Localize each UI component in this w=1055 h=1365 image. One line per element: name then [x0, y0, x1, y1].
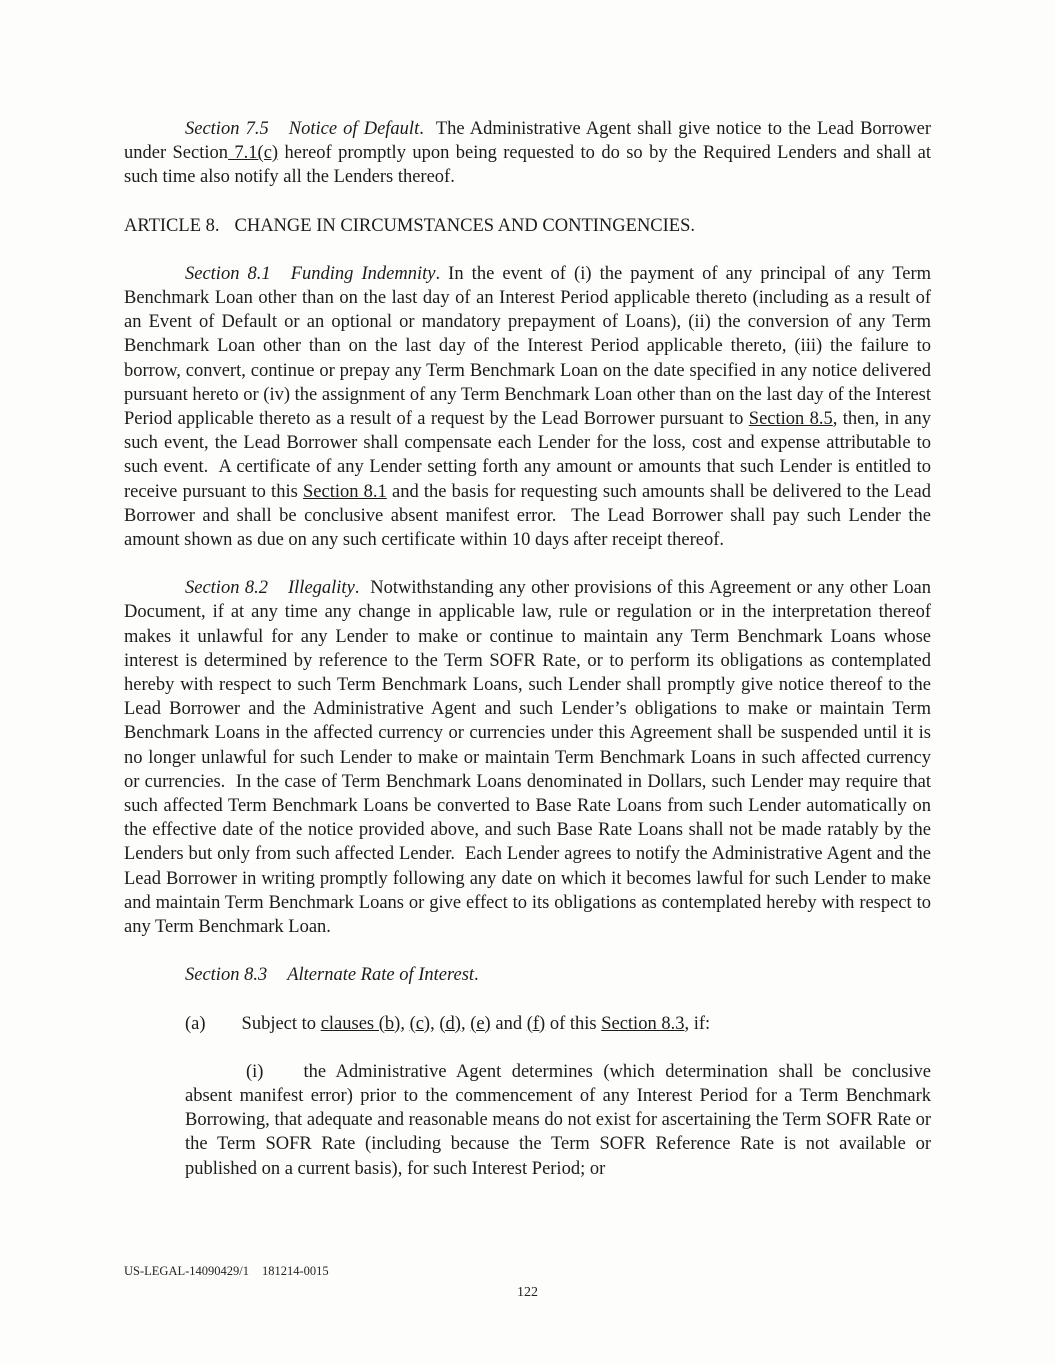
cross-reference-7-1c: 7.1(c)	[228, 143, 279, 164]
cross-reference-clause-c: (c)	[409, 1013, 431, 1034]
section-7-5-label: Section 7.5	[185, 119, 269, 139]
section-8-1-label: Section 8.1	[185, 263, 271, 284]
body-text: . In the event of (i) the payment of any principal of any Term Benchmark Loan other than on the last day of an Interest Period applicable thereto (including as a result of an Event of Default or an optional or mandatory prepayment of Loans), (ii) the conversion of any Term Benchmark Loan other than on the last day of the Interest Period applicable thereto, (iii) the failure to borrow, convert, continue or prepay any Term Benchmark Loan on the date specified in any notice delivered pursuant hereto or (iv) the assignment of any Term Benchmark Loan other than on the last day of the Interest Period applicable thereto as a result of a request by the Lead Borrower pursuant to	[124, 263, 936, 430]
section-8-3-label: Section 8.3	[185, 965, 268, 986]
body-text: . Notwithstanding any other provisions of this Agreement or any other Loan Document, if at any time any change in applicable law, rule or regulation or in the interpretation thereof makes it unlawful for any Lender to make or continue to maintain any Term Benchmark Loans whose interest is determined by reference to the Term SOFR Rate, or to perform its obligations as contemplated hereby with respect to such Term Benchmark Loans, such Lender shall promptly give notice thereof to the Lead Borrower and the Administrative Agent and such Lender’s obligations to make or maintain Term Benchmark Loans in the affected currency or currencies under this Agreement shall be suspended until it is no longer unlawful for such Lender to make or maintain Term Benchmark Loans in such affected currency or currencies. In the case of Term Benchmark Loans denominated in Dollars, such Lender may require that such affected Term Benchmark Loans be converted to Base Rate Loans from such Lender automatically on the effective date of the notice provided above, and such Base Rate Loans shall not be made ratably by the Lenders but only from such affected Lender. Each Lender agrees to notify the Administrative Agent and the Lead Borrower in writing promptly following any date on which it becomes lawful for such Lender to make and maintain Term Benchmark Loans or give effect to its obligations as contemplated hereby with respect to any Term Benchmark Loan.	[124, 578, 936, 938]
body-text: and the basis for requesting such amounts shall be delivered to the Lead Borrower and shall be conclusive absent manifest error. The Lead Borrower shall pay such Lender the amount shown as due on any such certificate within 10 days after receipt thereof.	[124, 481, 936, 551]
article-8-label: ARTICLE 8.	[124, 215, 220, 236]
document-ref-number: 181214-0015	[262, 1264, 329, 1278]
document-id-footer	[124, 1264, 329, 1279]
section-8-1-paragraph	[124, 262, 936, 552]
document-id: US-LEGAL-14090429/1	[124, 1264, 249, 1278]
section-8-2-paragraph	[124, 576, 936, 939]
cross-reference-clause-d: (d)	[439, 1013, 461, 1034]
body-text: , if:	[684, 1013, 711, 1034]
page-number: 122	[517, 1285, 538, 1300]
body-text: ,	[400, 1013, 410, 1034]
body-text: the Administrative Agent determines (which determination shall be conclusive absent manifest error) prior to the commencement of any Interest Period for a Term Benchmark Borrowing, that adequate and reasonable means do not exist for ascertaining the Term SOFR Rate or the Term SOFR Rate (including because the Term SOFR Reference Rate is not available or published on a current basis), for such Interest Period; or	[185, 1061, 936, 1179]
body-text: and	[490, 1013, 527, 1034]
cross-reference-8-5: Section 8.5	[748, 409, 833, 430]
body-text: of this	[545, 1013, 602, 1034]
clause-a-paragraph	[124, 1012, 931, 1036]
section-7-5-title: Notice of Default	[288, 119, 420, 139]
section-8-3-heading	[124, 963, 931, 987]
cross-reference-8-1: Section 8.1	[302, 481, 387, 502]
body-text: . The Administrative Agent shall give notice to the Lead Borrower under Section	[124, 119, 936, 164]
cross-reference-8-3: Section 8.3	[601, 1013, 685, 1034]
section-8-2-title: Illegality	[288, 578, 355, 599]
section-8-3-title: Alternate Rate of Interest	[287, 965, 475, 986]
clause-a-label: (a)	[185, 1013, 206, 1034]
article-8-heading	[124, 214, 931, 238]
article-8-title: CHANGE IN CIRCUMSTANCES AND CONTINGENCIES.	[234, 215, 696, 236]
body-text: Subject to	[241, 1013, 321, 1034]
section-8-2-label: Section 8.2	[185, 578, 268, 599]
clause-i-label: (i)	[246, 1061, 264, 1082]
body-text: .	[474, 965, 479, 986]
body-text: , then, in any such event, the Lead Borrower shall compensate each Lender for the loss, cost and expense attributable to such event. A certificate of any Lender setting forth any amount or amounts that such Lender is entitled to receive pursuant to this	[124, 409, 936, 502]
section-8-1-title: Funding Indemnity	[290, 263, 436, 284]
document-body	[124, 117, 936, 1205]
cross-reference-clause-b: clauses (b)	[320, 1013, 401, 1034]
body-text: ,	[460, 1013, 471, 1034]
cross-reference-clause-f: (f)	[526, 1013, 546, 1034]
body-text: hereof promptly upon being requested to do so by the Required Lenders and shall at such time also notify all the Lenders thereof.	[124, 143, 936, 188]
body-text: ,	[430, 1013, 440, 1034]
cross-reference-clause-e: (e)	[470, 1013, 491, 1034]
section-7-5-paragraph	[124, 117, 936, 190]
clause-i-paragraph	[185, 1060, 936, 1181]
